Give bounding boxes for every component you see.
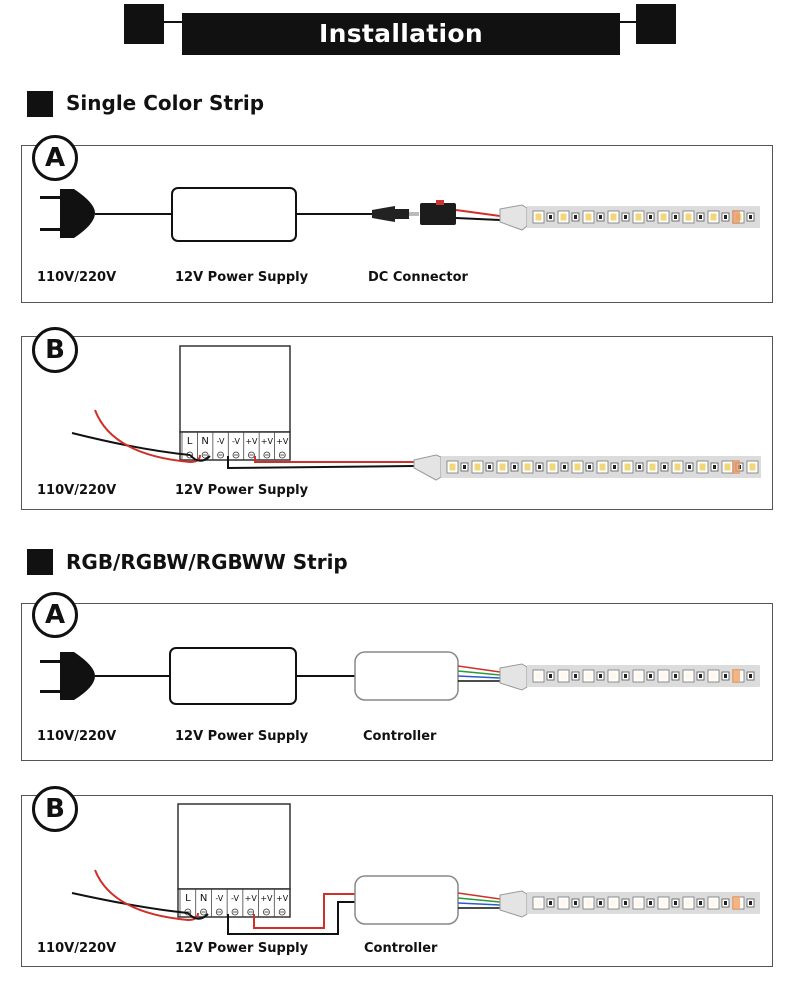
power-supply-icon (172, 188, 296, 241)
plug-icon (40, 652, 95, 700)
controller-icon (355, 652, 458, 700)
power-supply-icon (170, 648, 296, 704)
terminal-label: -V (231, 894, 239, 903)
terminal-label: L (185, 893, 191, 904)
controller-icon (355, 876, 458, 924)
terminal-label: L (186, 436, 193, 447)
rgb-wires (458, 893, 500, 908)
terminal-label: -V (215, 894, 224, 903)
terminal-label: +V (260, 894, 273, 903)
label-source: 110V/220V (37, 270, 117, 285)
section-title-single-color: Single Color Strip (66, 91, 265, 115)
terminal-label: +V (260, 437, 273, 446)
led-strip-icon (500, 205, 760, 230)
panel-badge: A (32, 135, 78, 181)
panel-badge: B (32, 786, 78, 832)
label-controller: Controller (364, 941, 438, 956)
terminal-label: -V (232, 437, 240, 446)
rgb-wires (458, 666, 500, 681)
label-dc-connector: DC Connector (368, 270, 468, 285)
terminal-label: -V (216, 437, 225, 446)
page-title: Installation (319, 19, 483, 48)
led-strip-icon (500, 891, 760, 917)
terminal-label: +V (276, 437, 289, 446)
panel-badge: B (32, 327, 78, 373)
dc-connector-icon (372, 200, 500, 225)
terminal-label: +V (276, 894, 289, 903)
label-source: 110V/220V (37, 483, 117, 498)
label-psu: 12V Power Supply (175, 729, 309, 744)
label-psu: 12V Power Supply (175, 941, 309, 956)
plug-icon (40, 189, 95, 238)
label-source: 110V/220V (37, 941, 117, 956)
panel-badge: A (32, 592, 78, 638)
led-strip-icon (414, 455, 761, 480)
terminal-label: +V (244, 894, 257, 903)
section-title-rgb: RGB/RGBW/RGBWW Strip (66, 550, 348, 574)
terminal-label: +V (245, 437, 258, 446)
label-controller: Controller (363, 729, 437, 744)
terminal-label: N (199, 893, 208, 904)
led-strip-icon (500, 664, 760, 690)
label-source: 110V/220V (37, 729, 117, 744)
label-psu: 12V Power Supply (175, 270, 309, 285)
terminal-label: N (201, 436, 209, 447)
label-psu: 12V Power Supply (175, 483, 309, 498)
